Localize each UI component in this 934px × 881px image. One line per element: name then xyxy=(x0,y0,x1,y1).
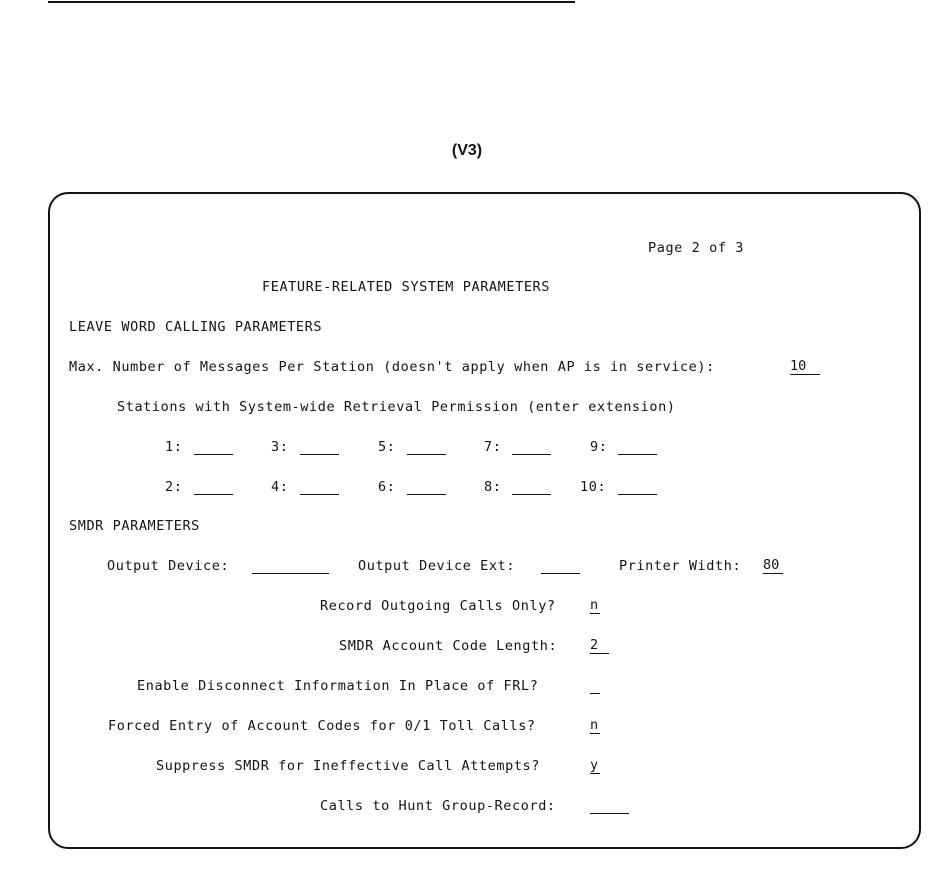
output-device-ext-label: Output Device Ext: xyxy=(358,558,516,574)
slot-5-label: 5: xyxy=(378,439,396,455)
output-device-field[interactable] xyxy=(252,557,329,574)
output-device-label: Output Device: xyxy=(107,558,230,574)
slot-1-field[interactable] xyxy=(194,438,233,455)
smdr-section-heading: SMDR PARAMETERS xyxy=(69,518,200,534)
printer-width-field[interactable]: 80 xyxy=(763,557,783,574)
slot-4-field[interactable] xyxy=(300,478,339,495)
version-label: (V3) xyxy=(451,142,483,159)
slot-6-label: 6: xyxy=(378,479,396,495)
disconnect-info-label: Enable Disconnect Information In Place of FRL? xyxy=(137,678,539,694)
max-messages-label: Max. Number of Messages Per Station (doesn't apply when AP is in service): xyxy=(69,359,715,375)
max-messages-field[interactable]: 10 xyxy=(790,358,820,375)
slot-2-label: 2: xyxy=(165,479,183,495)
slot-9-label: 9: xyxy=(590,439,608,455)
outgoing-only-label: Record Outgoing Calls Only? xyxy=(320,598,556,614)
retrieval-permission-label: Stations with System-wide Retrieval Permission (enter extension) xyxy=(117,399,676,415)
slot-1-label: 1: xyxy=(165,439,183,455)
top-rule xyxy=(48,1,575,3)
slot-10-label: 10: xyxy=(580,479,607,495)
form-title: FEATURE-RELATED SYSTEM PARAMETERS xyxy=(262,279,551,295)
slot-7-label: 7: xyxy=(484,439,502,455)
disconnect-info-field[interactable] xyxy=(590,677,600,694)
lwc-section-heading: LEAVE WORD CALLING PARAMETERS xyxy=(69,319,323,335)
slot-8-field[interactable] xyxy=(512,478,551,495)
slot-3-label: 3: xyxy=(271,439,289,455)
slot-9-field[interactable] xyxy=(618,438,657,455)
forced-entry-label: Forced Entry of Account Codes for 0/1 Toll Calls? xyxy=(108,718,536,734)
slot-7-field[interactable] xyxy=(512,438,551,455)
account-code-length-field[interactable]: 2 xyxy=(590,637,609,654)
suppress-smdr-field[interactable]: y xyxy=(590,757,599,773)
slot-3-field[interactable] xyxy=(300,438,339,455)
slot-5-field[interactable] xyxy=(407,438,446,455)
slot-8-label: 8: xyxy=(484,479,502,495)
printer-width-label: Printer Width: xyxy=(619,558,742,574)
page-indicator: Page 2 of 3 xyxy=(648,240,745,256)
slot-6-field[interactable] xyxy=(407,478,446,495)
slot-4-label: 4: xyxy=(271,479,289,495)
hunt-group-record-field[interactable] xyxy=(590,797,629,814)
forced-entry-field[interactable]: n xyxy=(590,717,599,733)
output-device-ext-field[interactable] xyxy=(541,557,580,574)
slot-10-field[interactable] xyxy=(618,478,657,495)
account-code-length-label: SMDR Account Code Length: xyxy=(339,638,558,654)
slot-2-field[interactable] xyxy=(194,478,233,495)
outgoing-only-field[interactable]: n xyxy=(590,597,599,613)
suppress-smdr-label: Suppress SMDR for Ineffective Call Attempts? xyxy=(156,758,541,774)
hunt-group-record-label: Calls to Hunt Group-Record: xyxy=(320,798,556,814)
